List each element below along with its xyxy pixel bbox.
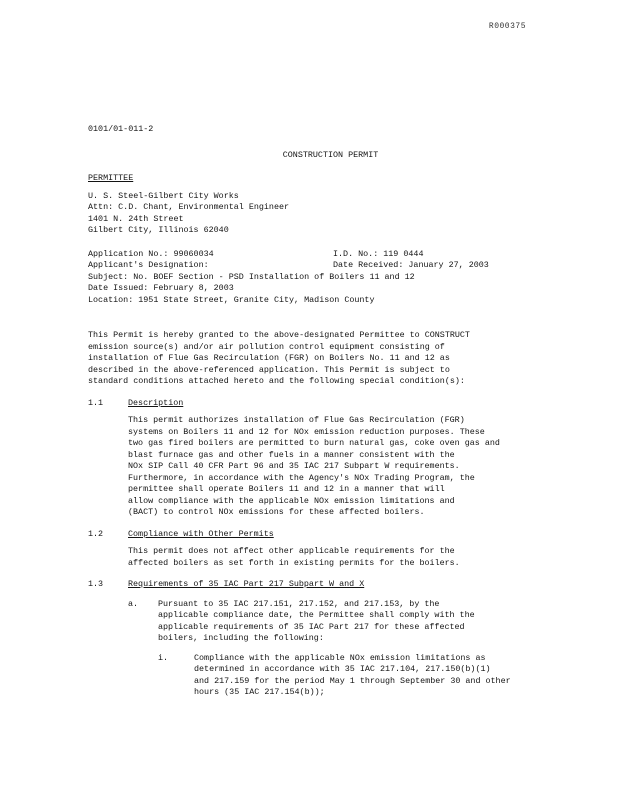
paragraph-line: allow compliance with the applicable NOx emission limitations and: [128, 495, 455, 506]
permittee-label: PERMITTEE: [88, 173, 134, 183]
permittee-address: [88, 191, 533, 237]
paragraph-line: Pursuant to 35 IAC 217.151, 217.152, and 217.153, by the: [158, 598, 440, 609]
address-line: Attn: C.D. Chant, Environmental Engineer: [88, 202, 290, 212]
subsection-number: i.: [158, 652, 169, 663]
section-heading: Compliance with Other Permits: [128, 528, 274, 539]
paragraph-line: (BACT) to control NOx emissions for these affected boilers.: [128, 507, 425, 517]
address-line: Gilbert City, Illinois 62040: [88, 225, 229, 235]
address-line: 1401 N. 24th Street: [88, 213, 184, 224]
paragraph-line: applicable requirements of 35 IAC Part 217 for these affected: [158, 621, 465, 632]
section-1-3: [88, 579, 533, 591]
application-number: Application No.: 99060034: [88, 248, 214, 259]
section-1-1: [88, 398, 533, 519]
section-number: 1.1: [88, 397, 104, 408]
subsection-number: a.: [128, 598, 139, 609]
paragraph-line: described in the above-referenced application. This Permit is subject to: [88, 364, 450, 375]
paragraph-line: This Permit is hereby granted to the above-designated Permittee to CONSTRUCT: [88, 330, 470, 340]
paragraph-line: applicable compliance date, the Permittee shall comply with the: [158, 610, 475, 620]
paragraph-line: standard conditions attached hereto and the following special condition(s):: [88, 376, 465, 386]
paragraph-line: determined in accordance with 35 IAC 217.104, 217.150(b)(1): [194, 664, 491, 674]
info-row-1: [88, 249, 533, 261]
paragraph-line: permittee shall operate Boilers 11 and 12 in a manner that will: [128, 484, 445, 494]
section-number: 1.3: [88, 579, 104, 589]
permit-location: Location: 1951 State Street, Granite City, Madison County: [88, 294, 375, 305]
intro-paragraph: [88, 330, 533, 388]
paragraph-line: This permit does not affect other applicable requirements for the: [128, 546, 455, 556]
date-issued: Date Issued: February 8, 2003: [88, 283, 234, 293]
document-id: R000375: [488, 22, 526, 31]
paragraph-line: Furthermore, in accordance with the Agency's NOx Trading Program, the: [128, 472, 475, 483]
date-received: Date Received: January 27, 2003: [333, 260, 489, 270]
permit-subject: Subject: No. BOEF Section - PSD Installation of Boilers 11 and 12: [88, 271, 415, 282]
subsection-a: [88, 599, 533, 645]
info-row-2: [88, 260, 533, 272]
subsection-i: [88, 653, 533, 699]
paragraph-line: installation of Flue Gas Recirculation (FGR) on Boilers No. 11 and 12 as: [88, 353, 450, 363]
section-heading: Requirements of 35 IAC Part 217 Subpart W and X: [128, 579, 365, 589]
applicant-designation: Applicant's Designation:: [88, 260, 209, 270]
paragraph-line: NOx SIP Call 40 CFR Part 96 and 35 IAC 217 Subpart W requirements.: [128, 461, 460, 471]
address-line: U. S. Steel-Gilbert City Works: [88, 190, 239, 201]
paragraph-line: two gas fired boilers are permitted to burn natural gas, coke oven gas and: [128, 438, 500, 448]
section-heading: Description: [128, 397, 184, 408]
document-title: CONSTRUCTION PERMIT: [282, 149, 379, 160]
facility-id: I.D. No.: 119 0444: [333, 248, 424, 259]
document-body: [88, 124, 533, 699]
paragraph-line: systems on Boilers 11 and 12 for NOx emission reduction purposes. These: [128, 426, 485, 437]
paragraph-line: and 217.159 for the period May 1 through September 30 and other: [194, 675, 511, 686]
paragraph-line: hours (35 IAC 217.154(b));: [194, 687, 325, 697]
paragraph-line: emission source(s) and/or air pollution control equipment consisting of: [88, 341, 445, 352]
section-number: 1.2: [88, 528, 104, 539]
paragraph-line: Compliance with the applicable NOx emission limitations as: [194, 652, 486, 663]
paragraph-line: blast furnace gas and other fuels in a manner consistent with the: [128, 449, 455, 460]
section-1-2: [88, 529, 533, 570]
paragraph-line: This permit authorizes installation of Flue Gas Recirculation (FGR): [128, 415, 465, 425]
file-number: 0101/01-011-2: [88, 124, 154, 134]
paragraph-line: boilers, including the following:: [158, 633, 324, 643]
paragraph-line: affected boilers as set forth in existing permits for the boilers.: [128, 557, 460, 568]
